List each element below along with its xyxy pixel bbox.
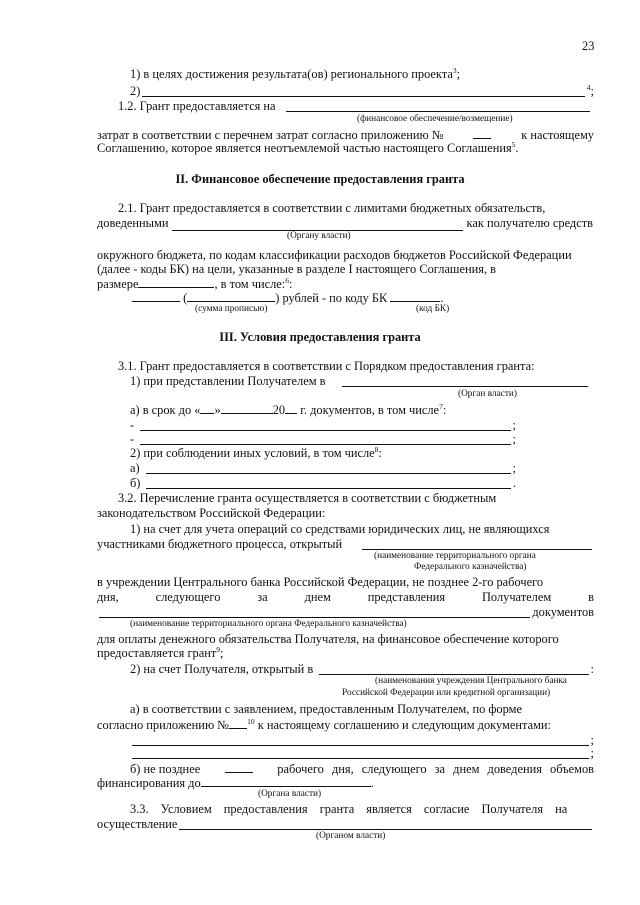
text: представления — [367, 590, 446, 604]
text: днем — [304, 590, 331, 604]
caption: Российской Федерации или кредитной организации) — [342, 688, 551, 698]
text: ; — [590, 746, 594, 760]
text-line — [130, 746, 594, 761]
caption: Федерального казначейства) — [414, 562, 527, 572]
blank-field — [342, 375, 588, 387]
text: 1) при представлении Получателем в — [130, 374, 326, 388]
text: ; — [512, 432, 516, 446]
text: к настоящему — [521, 128, 594, 142]
footnote-ref: 5 — [511, 140, 516, 149]
text: : — [590, 662, 594, 676]
text: . — [515, 141, 519, 155]
blank-field — [319, 663, 588, 675]
caption: (финансовое обеспечение/возмещение) — [357, 114, 513, 124]
text-line: в учреждении Центрального банка Российской Федерации, не позднее 2-го рабочего — [97, 575, 544, 589]
blank-field — [473, 127, 491, 139]
text-line — [97, 775, 374, 791]
footnote-ref: 3 — [452, 66, 457, 75]
text: ) рублей - по коду БК — [275, 291, 388, 305]
footnote-ref: 4 — [586, 83, 591, 92]
text: . — [512, 476, 516, 490]
caption: (Органа власти) — [258, 789, 322, 799]
text: - — [130, 432, 135, 446]
blank-field — [286, 100, 590, 112]
text-line — [118, 201, 594, 216]
text: финансирования до — [97, 776, 201, 790]
text: 2) при соблюдении иных условий, в том числе — [130, 446, 375, 460]
caption: (наименования учреждения Центрального банка — [375, 676, 567, 686]
text: 1) в целях достижения результата(ов) регионального проекта — [130, 67, 453, 81]
text-line — [130, 402, 446, 418]
footnote-ref: 9 — [216, 645, 221, 654]
page-number: 23 — [582, 39, 595, 53]
blank-field — [362, 538, 592, 550]
text: осуществление — [97, 817, 178, 831]
text-line — [97, 717, 551, 733]
text: Соглашению, которое является неотъемлемой частью настоящего Соглашения — [97, 141, 512, 155]
text-line — [130, 374, 590, 389]
footnote-ref: 6 — [285, 276, 289, 285]
text — [587, 84, 594, 99]
text-line — [130, 418, 516, 433]
text: в — [588, 590, 594, 604]
footnote-ref: 7 — [439, 402, 443, 411]
text: затрат в соответствии с перечнем затрат согласно приложению № — [97, 128, 444, 142]
text: : — [442, 403, 447, 417]
text: Получателем — [481, 590, 552, 604]
text: - — [130, 418, 135, 432]
text: » — [214, 403, 221, 417]
text-line — [130, 446, 382, 461]
text-line — [130, 84, 594, 99]
text-line: 3.1. Грант предоставляется в соответствии с Порядком предоставления гранта: — [118, 359, 535, 373]
caption: (сумма прописью) — [195, 304, 268, 314]
blank-field — [140, 419, 510, 431]
text: согласно приложению № — [97, 718, 230, 732]
text-line — [97, 216, 593, 231]
caption: (Органу власти) — [287, 231, 351, 241]
text: следующего — [155, 590, 221, 604]
text-line — [130, 432, 516, 447]
text: участниками бюджетного процесса, открытый — [97, 537, 343, 551]
text-line — [130, 461, 516, 476]
text: за — [257, 590, 268, 604]
text-line: окружного бюджета, по кодам классификации расходов бюджетов Российской Федерации — [97, 248, 572, 262]
text: : — [288, 277, 293, 291]
text: а) в срок до « — [130, 403, 201, 417]
text-line — [132, 290, 444, 306]
text: ; — [512, 418, 516, 432]
text: 2) — [130, 84, 141, 98]
text-line — [130, 476, 516, 491]
blank-field — [142, 85, 584, 97]
text: б) — [130, 476, 141, 490]
blank-field — [187, 290, 275, 302]
blank-field — [200, 402, 214, 414]
text-line: 3.2. Перечисление гранта осуществляется в соответствии с бюджетным — [118, 491, 497, 505]
text-line: для оплаты денежного обязательства Получателя, на финансовое обеспечение которого — [97, 632, 559, 646]
blank-field — [179, 818, 592, 830]
text: , в том числе: — [214, 277, 286, 291]
caption: (наименование территориального органа Федерального казначейства) — [130, 619, 407, 629]
text-line — [97, 141, 519, 156]
text: 2) на счет Получателя, открытый в — [130, 662, 314, 676]
footnote-ref: 10 — [247, 717, 255, 726]
text: документов — [532, 605, 594, 619]
text: как получателю средств — [466, 216, 593, 230]
text: доведенными — [97, 216, 169, 230]
text: . — [440, 291, 444, 305]
blank-field — [390, 290, 440, 302]
caption: (код БК) — [416, 304, 450, 314]
text: ( — [183, 291, 188, 305]
blank-field — [201, 775, 371, 787]
text: 2.1. Грант предоставляется в соответствии с лимитами бюджетных обязательств, — [118, 201, 546, 215]
blank-field — [132, 747, 589, 759]
text-line: 3.3. Условием предоставления гранта является согласие Получателя на — [130, 802, 568, 816]
text-line — [97, 537, 594, 552]
text-line — [97, 817, 594, 832]
blank-field — [140, 433, 510, 445]
text-line: (далее - коды БК) на цели, указанные в разделе I настоящего Соглашения, в — [97, 262, 496, 276]
blank-field — [138, 276, 214, 288]
text: ; — [590, 733, 594, 747]
text-line: 1) на счет для учета операций со средствами юридических лиц, не являющихся — [130, 522, 550, 536]
text: дня, — [97, 590, 119, 604]
text: 20 — [272, 403, 286, 417]
text: г. документов, в том числе — [300, 403, 440, 417]
blank-field — [132, 290, 180, 302]
text: размере — [97, 277, 139, 291]
text: ; — [456, 67, 461, 81]
text-line — [130, 67, 460, 82]
text: 1.2. Грант предоставляется на — [118, 99, 276, 113]
text: . — [370, 776, 374, 790]
caption: (Органом власти) — [316, 831, 386, 841]
section-heading: III. Условия предоставления гранта — [219, 330, 421, 344]
blank-field — [229, 717, 247, 729]
text-line — [97, 590, 594, 605]
caption: (Орган власти) — [458, 389, 517, 399]
text: ; — [220, 646, 224, 660]
text: предоставляется грант — [97, 646, 217, 660]
blank-field — [146, 477, 510, 489]
text: б) не позднее — [130, 762, 201, 776]
footnote-ref: 8 — [374, 445, 379, 454]
section-heading: II. Финансовое обеспечение предоставления гранта — [175, 172, 465, 186]
blank-field — [225, 761, 253, 773]
text: ; — [512, 461, 516, 475]
text: : — [378, 446, 382, 460]
text: к настоящему соглашению и следующим документами: — [257, 718, 551, 732]
text: рабочего дня, следующего за днем доведения объемов — [277, 762, 594, 776]
blank-field — [99, 606, 530, 618]
text-line: законодательством Российской Федерации: — [97, 506, 326, 520]
blank-field — [221, 402, 273, 414]
text-line — [118, 99, 592, 114]
text: а) — [130, 461, 140, 475]
text-line — [97, 605, 594, 620]
blank-field — [146, 462, 511, 474]
caption: (наименование территориального органа — [374, 551, 536, 561]
text-line — [97, 646, 224, 661]
text-line: а) в соответствии с заявлением, предоставленным Получателем, по форме — [130, 702, 522, 716]
text-line — [130, 662, 594, 677]
blank-field — [285, 402, 297, 414]
blank-field — [172, 219, 462, 231]
blank-field — [132, 734, 589, 746]
text: ; — [590, 84, 594, 98]
